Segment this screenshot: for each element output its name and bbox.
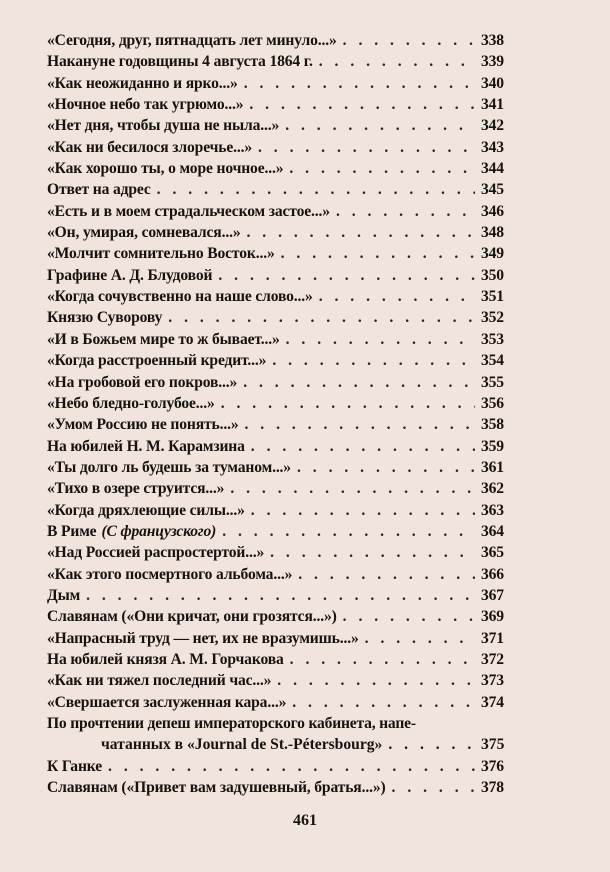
dot-leader bbox=[272, 350, 475, 371]
toc-entry bbox=[47, 179, 515, 200]
dot-leader bbox=[222, 521, 475, 542]
toc-entry bbox=[47, 756, 515, 777]
toc-entry bbox=[47, 201, 515, 222]
toc-entry bbox=[47, 628, 515, 649]
toc-entry bbox=[47, 457, 515, 478]
toc-entry-title: Славянам («Привет вам задушевный, братья...») bbox=[47, 779, 386, 797]
toc-entry bbox=[47, 478, 515, 499]
toc-entry-page: 373 bbox=[481, 672, 504, 690]
toc-entry bbox=[47, 243, 515, 264]
toc-entry-subtitle: (С французского) bbox=[101, 522, 217, 540]
toc-entry-page: 375 bbox=[481, 736, 505, 754]
toc-entry-title: «Сегодня, друг, пятнадцать лет минуло...» bbox=[47, 32, 337, 49]
toc-entry-title: «Как ни бесилося злоречье...» bbox=[47, 138, 252, 156]
toc-entry-title: «Когда дряхлеющие силы...» bbox=[47, 501, 245, 519]
toc-entry-page: 344 bbox=[481, 160, 504, 178]
toc-entry-title: Князю Суворову bbox=[47, 309, 163, 327]
toc-entry bbox=[47, 670, 515, 691]
toc-entry-title: «Когда расстроенный кредит...» bbox=[47, 352, 267, 370]
toc-entry-title: Дым bbox=[47, 586, 81, 604]
dot-leader bbox=[319, 51, 475, 72]
toc-entry-page: 367 bbox=[481, 586, 504, 604]
toc-entry bbox=[47, 777, 515, 798]
toc-entry-page: 359 bbox=[481, 437, 504, 455]
toc-entry bbox=[47, 372, 515, 393]
toc-entry-page: 340 bbox=[481, 74, 504, 92]
toc-entry-title-line1: По прочтении депеш императорского кабинета, напе- bbox=[47, 715, 416, 732]
toc-entry-page: 349 bbox=[481, 245, 504, 263]
toc-entry-page: 362 bbox=[481, 480, 504, 498]
dot-leader bbox=[218, 265, 475, 286]
dot-leader bbox=[243, 372, 475, 393]
toc-entry bbox=[47, 158, 515, 179]
dot-leader bbox=[277, 670, 475, 691]
toc-entry bbox=[47, 414, 515, 435]
dot-leader bbox=[270, 542, 475, 563]
dot-leader bbox=[298, 564, 475, 585]
toc-entry-title-line2 bbox=[47, 734, 515, 755]
toc-entry bbox=[47, 265, 515, 286]
toc-entry bbox=[47, 606, 515, 627]
dot-leader bbox=[297, 457, 475, 478]
toc-entry-title: «Нет дня, чтобы душа не ныла...» bbox=[47, 117, 280, 135]
toc-entry-page: 378 bbox=[481, 779, 504, 797]
dot-leader bbox=[290, 649, 475, 670]
toc-entry bbox=[47, 436, 515, 457]
toc-entry-page: 339 bbox=[481, 53, 504, 71]
toc-entry-title: «Как хорошо ты, о море ночное...» bbox=[47, 160, 284, 178]
dot-leader bbox=[343, 606, 475, 627]
toc-entry-page: 353 bbox=[481, 330, 504, 348]
dot-leader bbox=[246, 222, 475, 243]
toc-entry-title: На юбилей Н. М. Карамзина bbox=[47, 437, 245, 455]
toc-entry-page: 342 bbox=[481, 117, 504, 135]
toc-entry bbox=[47, 521, 515, 542]
toc-entry-title-line2-text: чатанных в «Journal de St.-Pétersbourg» bbox=[101, 736, 383, 754]
toc-entry-title: «Над Россией распростертой...» bbox=[47, 544, 265, 562]
toc-entry-page: 351 bbox=[481, 288, 504, 306]
dot-leader bbox=[281, 243, 475, 264]
dot-leader bbox=[157, 179, 475, 200]
toc-entry bbox=[47, 51, 515, 72]
toc-entry-page: 343 bbox=[481, 138, 504, 156]
dot-leader bbox=[289, 158, 475, 179]
dot-leader bbox=[258, 137, 475, 158]
toc-entry-page: 350 bbox=[481, 266, 504, 284]
dot-leader bbox=[336, 201, 475, 222]
toc-entry bbox=[47, 307, 515, 328]
dot-leader bbox=[221, 393, 475, 414]
toc-entry bbox=[47, 542, 515, 563]
page-number: 461 bbox=[293, 812, 317, 829]
toc-entry bbox=[47, 115, 515, 136]
toc-entry-page: 372 bbox=[481, 650, 504, 668]
dot-leader bbox=[392, 777, 475, 798]
toc-entry-page: 371 bbox=[481, 629, 504, 647]
toc-entry bbox=[47, 585, 515, 606]
toc-entry bbox=[47, 137, 515, 158]
toc-entry bbox=[47, 350, 515, 371]
toc-entry-page: 348 bbox=[481, 224, 504, 242]
toc-entry bbox=[47, 222, 515, 243]
toc-entry bbox=[47, 30, 515, 51]
table-of-contents bbox=[47, 30, 515, 798]
toc-entry-page: 374 bbox=[481, 693, 504, 711]
toc-entry-title: «Свершается заслуженная кара...» bbox=[47, 693, 287, 711]
dot-leader bbox=[286, 329, 475, 350]
toc-entry-title: «Как этого посмертного альбома...» bbox=[47, 565, 293, 583]
toc-entry-title: «Как неожиданно и ярко...» bbox=[47, 74, 238, 92]
toc-entry-title: Графине А. Д. Блудовой bbox=[47, 266, 213, 284]
dot-leader bbox=[388, 734, 475, 755]
dot-leader bbox=[319, 286, 475, 307]
toc-entry bbox=[47, 286, 515, 307]
dot-leader bbox=[343, 30, 475, 51]
dot-leader bbox=[230, 478, 475, 499]
toc-entry-title: «На гробовой его покров...» bbox=[47, 373, 238, 391]
dot-leader bbox=[285, 115, 475, 136]
toc-entry-multiline bbox=[47, 713, 515, 756]
toc-entry-page: 354 bbox=[481, 352, 504, 370]
dot-leader bbox=[108, 756, 475, 777]
toc-entry-title: «Он, умирая, сомневался...» bbox=[47, 224, 241, 242]
dot-leader bbox=[244, 414, 475, 435]
toc-entry-title: «Есть и в моем страдальческом застое...» bbox=[47, 202, 330, 220]
toc-entry-title: Славянам («Они кричат, они грозятся...») bbox=[47, 608, 337, 626]
toc-entry-title: «Умом Россию не понять...» bbox=[47, 416, 239, 434]
toc-entry-title: «Как ни тяжел последний час...» bbox=[47, 672, 272, 690]
toc-entry-page: 346 bbox=[481, 202, 504, 220]
toc-entry-title: «Напрасный труд — нет, их не вразумишь...» bbox=[47, 629, 359, 647]
toc-entry-page: 361 bbox=[481, 458, 504, 476]
toc-entry bbox=[47, 692, 515, 713]
toc-entry bbox=[47, 564, 515, 585]
toc-entry bbox=[47, 329, 515, 350]
toc-entry-title: «И в Божьем мире то ж бывает...» bbox=[47, 330, 280, 348]
toc-entry-page: 363 bbox=[481, 501, 504, 519]
toc-entry-page: 365 bbox=[481, 544, 504, 562]
toc-entry-title: «Ты долго ль будешь за туманом...» bbox=[47, 458, 291, 476]
toc-entry-page: 356 bbox=[481, 394, 504, 412]
toc-entry bbox=[47, 73, 515, 94]
toc-entry-page: 345 bbox=[481, 181, 504, 199]
toc-entry bbox=[47, 500, 515, 521]
toc-entry-title: На юбилей князя А. М. Горчакова bbox=[47, 650, 284, 668]
dot-leader bbox=[365, 628, 475, 649]
toc-entry bbox=[47, 94, 515, 115]
toc-entry-title: К Ганке bbox=[47, 757, 103, 775]
toc-entry bbox=[47, 393, 515, 414]
toc-entry-page: 341 bbox=[481, 96, 504, 114]
toc-entry-title: «Когда сочувственно на наше слово...» bbox=[47, 288, 313, 306]
toc-entry-title: В Риме bbox=[47, 522, 97, 540]
toc-entry-page: 366 bbox=[481, 565, 504, 583]
toc-entry-title: Ответ на адрес bbox=[47, 181, 151, 199]
toc-entry-page: 369 bbox=[481, 608, 504, 626]
toc-entry-page: 364 bbox=[481, 522, 504, 540]
toc-entry-title: «Тихо в озере струится...» bbox=[47, 480, 225, 498]
toc-entry bbox=[47, 649, 515, 670]
toc-entry-page: 358 bbox=[481, 416, 504, 434]
toc-entry-title: «Ночное небо так угрюмо...» bbox=[47, 96, 244, 114]
toc-entry-page: 376 bbox=[481, 757, 504, 775]
toc-entry-title: «Небо бледно-голубое...» bbox=[47, 394, 215, 412]
toc-entry-page: 352 bbox=[481, 309, 504, 327]
dot-leader bbox=[249, 94, 475, 115]
dot-leader bbox=[251, 436, 475, 457]
toc-entry-title: Накануне годовщины 4 августа 1864 г. bbox=[47, 53, 313, 71]
dot-leader bbox=[168, 307, 475, 328]
dot-leader bbox=[244, 73, 475, 94]
dot-leader bbox=[292, 692, 475, 713]
toc-entry-page: 355 bbox=[481, 373, 504, 391]
toc-entry-title: «Молчит сомнительно Восток...» bbox=[47, 245, 275, 263]
dot-leader bbox=[251, 500, 475, 521]
dot-leader bbox=[86, 585, 475, 606]
toc-entry-page: 338 bbox=[481, 32, 504, 49]
